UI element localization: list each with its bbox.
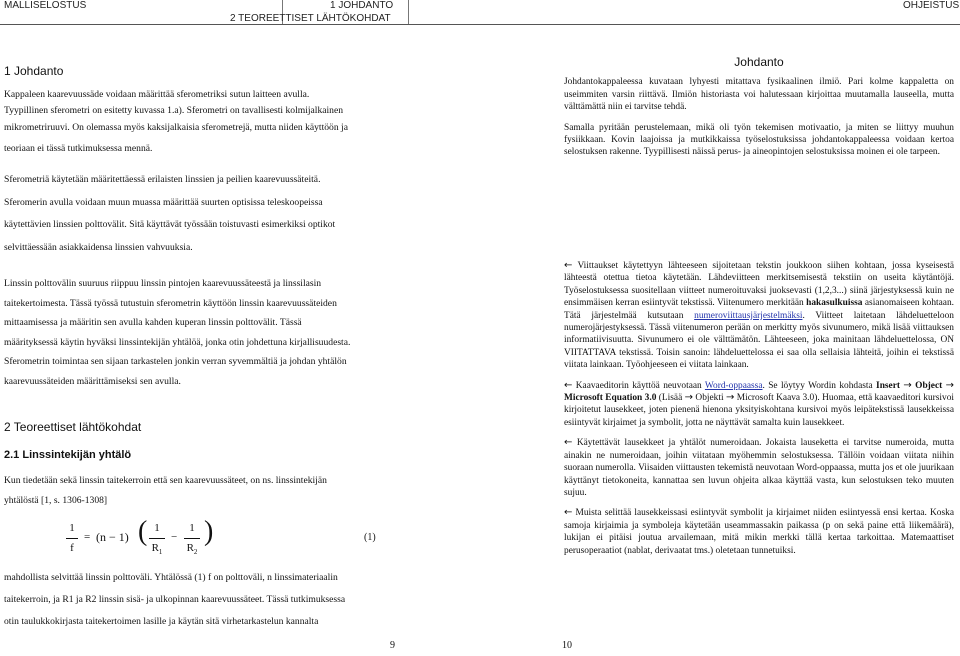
text-line: yhtälöstä [1, s. 1306-1308] [4, 495, 108, 506]
paren-close: ) [204, 516, 214, 547]
note-references: ← Viittaukset käytettyyn lähteeseen sijoitetaan tekstin joukkoon siihen kohtaan, jossa kyseisestä lähteestä otettua tietoa käytetään. Lähdeviitteen merkitsemisestä tekstiin on useita käytäntöjä. Työselostuksessa suositellaan viitteet numeroituvaksi juoksevasti (1,2,3...) siinä järjestyksessä kuin ne ensimmäisen kerran esiintyvät tekstissä. Viitenumero merkitään hakasulkuissa asianomaiseen kohtaan. Tätä järjestelmää kutsutaan numeroviittausjärjestelmäksi. Viitteet laitetaan lähdeluetteloon numerojärjestyksessä. Tässä viitenumeron perään on merkitty myös sivunumero, mikä lisää viittauksen informatiivisuutta. Sivunumero ei ole välttämätön. Lähteeseen, joka mainitaan lähdeluettelossa, ON VIITATTAVA tekstissä. Toisin sanoin: lähdeluettelossa ei saa olla sellaisia lähteitä, joihin ei tekstissä viitata lainkaan. Työohjeeseen ei viitata lainkaan. [564, 260, 954, 371]
text-line: Kun tiedetään sekä linssin taitekerroin että sen kaarevuussäteet, on ns. linssintekijän [4, 475, 327, 486]
text-line: Tyypillinen sferometri on esitetty kuvassa 1.a). Sferometri on tavallisesti kolmijalkainen [4, 104, 344, 116]
note-numbering: ← Käytettävät lausekkeet ja yhtälöt numeroidaan. Jokaista lauseketta ei tarvitse numeroida, mutta ainakin ne numeroidaan, joihin viitataan myöhemmin selostuksessa. Tällöin voidaan viitata niihin suoraan numerolla. Viisaiden viittausten tekemistä neuvotaan Word-oppaassa, mutta jos et ole juurikaan käyttänyt tietokoneita, kannattaa sen luvun ohjeita alkaa käyttää vasta, kun selostuksen teko muuten sujuu. [564, 437, 954, 498]
page-number-left: 9 [390, 640, 395, 651]
paragraph-5 [4, 567, 400, 633]
text-line: taitekertoimesta. Tässä työssä tutustuin sferometrin käyttöön linssin kaarevuussäteiden [4, 297, 337, 309]
note-equation-editor: ← Kaavaeditorin käyttöä neuvotaan Word-oppaassa. Se löytyy Wordin kohdasta Insert → Object → Microsoft Equation 3.0 (Lisää → Objekti → Microsoft Kaava 3.0). Huomaa, että kaavaeditori kursivoi kirjoitetut lausekkeet, joten pienenä hienona yksityiskohtana kursivoi myös leipätekstissä lausekkeissa esiintyvät kirjaimet ja symbolit, jotta ne näyttävät samalta kuin lausekkeet. [564, 379, 954, 428]
text-line: Sferomerin avulla voidaan muun muassa määrittää suurten optisissa teleskoopeissa [4, 196, 323, 208]
box-paragraph-1: Johdantokappaleessa kuvataan lyhyesti mitattava fysikaalinen ilmiö. Pari kolme kappaletta on useimmiten varsin riittävä. Ilmiön historiasta voi halutessaan kirjoittaa muutamalla lauseella, mutta välttämättä niin ei tarvitse tehdä. [564, 77, 954, 113]
arrow-right-icon: → [684, 392, 694, 404]
instruction-box-introduction [564, 56, 954, 254]
text-line: mittaamisessa ja määritin sen avulla kahden kuperan linssin polttovälit. Tässä [4, 317, 302, 328]
frac-r1: $\frac{1}{R_1}$ [149, 519, 165, 562]
paragraph-4 [4, 471, 400, 511]
arrow-right-icon: → [903, 379, 912, 391]
header-center-2: 2 TEOREETTISET LÄHTÖKOHDAT [230, 13, 391, 24]
subsection-title: 2.1 Linssintekijän yhtälö [4, 449, 132, 461]
arrow-left-icon: ← [564, 379, 573, 391]
header-right: OHJEISTUS [903, 0, 960, 11]
text-line: käytettävien linssien polttovälit. Sitä käyttävät työssään toistuvasti esimerkiksi optikot [4, 219, 336, 230]
text-line: Kappaleen kaarevuussäde voidaan määrittää sferometriksi sutun laitteen avulla. [4, 89, 310, 100]
page-number-right: 10 [562, 640, 572, 651]
arrow-left-icon: ← [564, 437, 573, 449]
text-line: otin taulukkokirjasta taitekertoimen lasille ja käytän sitä virhetarkastelun kannalta [4, 616, 319, 627]
header-rule [0, 24, 960, 25]
text-line: Linssin polttovälin suuruus riippuu linssin pintojen kaarevuussäteestä ja linssilasin [4, 278, 322, 289]
paren-open: ( [138, 516, 148, 547]
equation-label: (1) [364, 532, 376, 543]
numeroviittaus-link[interactable]: numeroviittausjärjestelmäksi [694, 310, 803, 321]
text-line: Sferometriä käytetään määritettäessä erilaisten linssien ja peilien kaarevuussäteitä. [4, 174, 321, 185]
text-line: mikrometriruuvi. On olemassa myös kaksijalkaisia sferometrejä, mutta niiden käyttöön ja [4, 122, 348, 133]
arrow-right-icon: → [725, 392, 735, 404]
equals-sign: = [84, 531, 91, 543]
paragraph-3 [4, 274, 400, 391]
text-line: taitekerroin, ja R1 ja R2 linssin sisä- ja ulkopinnan kaarevuussäteet. Tässä tutkimuksessa [4, 594, 346, 605]
section-title-1: 1 Johdanto [4, 64, 64, 78]
text-line: selvittäessään asiakkaidensa linssien vahvuuksia. [4, 241, 193, 253]
equation-1 [4, 517, 400, 559]
header-left: MALLISELOSTUS [4, 0, 87, 11]
frac-r2: $\frac{1}{R_2}$ [184, 519, 200, 562]
arrow-left-icon: ← [564, 260, 573, 271]
text-line: Sferometrin toimintaa sen sijaan tarkastelen jonkin verran syvemmältiä ja johdan yhtälön [4, 356, 347, 367]
frac-lhs: $\frac{1}{f}$ [66, 519, 78, 558]
section-title-2: 2 Teoreettiset lähtökohdat [4, 420, 142, 434]
arrow-right-icon: → [945, 379, 954, 391]
text-line: teoriaan ei tässä tutkimuksessa mennä. [4, 143, 153, 154]
header-divider [408, 0, 409, 24]
right-page [564, 56, 954, 565]
minus-sign: − [171, 531, 178, 543]
text-line: kaarevuussäteiden määrittämiseksi sen avulla. [4, 375, 181, 387]
header-center-1: 1 JOHDANTO [330, 0, 394, 11]
box-title: Johdanto [734, 55, 784, 69]
text-line: määrityksessä käytin hyväksi linssintekijän yhtälöä, jonka otin johdettuna kirjallisuudesta. [4, 336, 351, 348]
paragraph-2 [4, 169, 400, 259]
paragraph-1 [4, 87, 400, 160]
box-paragraph-2: Samalla pyritään perustelemaan, mikä oli työn tekemisen motivaatio, ja miten se liittyy muuhun fysiikkaan. Kovin laajoissa ja mutkikkaissa työselostuksissa johdantokappaleessa voidaan kertoa selostuksen rakenne. Tyypillisesti näissä perus- ja aineopintojen selostuksissa moinen ei ole tarpeen. [564, 122, 954, 158]
arrow-left-icon: ← [564, 507, 573, 519]
paren-term: (n − 1) [96, 530, 129, 544]
word-guide-link[interactable]: Word-oppaassa [704, 380, 763, 391]
text-line: mahdollista selvittää linssin polttoväli. Yhtälössä (1) f on polttoväli, n linssimateriaalin [4, 572, 338, 583]
note-symbols: ← Muista selittää lausekkeissasi esiintyvät symbolit ja kirjaimet niiden esiintyessä ensi kertaa. Koska samoja kirjaimia ja symboleja käytetään useammassakin paikassa (p on sekä paine että liikemäärä), lukijan ei pitäisi joutua arvailemaan, mitä mikin merkki tällä kertaa tarkoittaa. Matemaattiset perusoperaatiot (nablat, derivaatat tms.) oletetaan tunnetuiksi. [564, 507, 954, 556]
left-page [4, 62, 400, 633]
